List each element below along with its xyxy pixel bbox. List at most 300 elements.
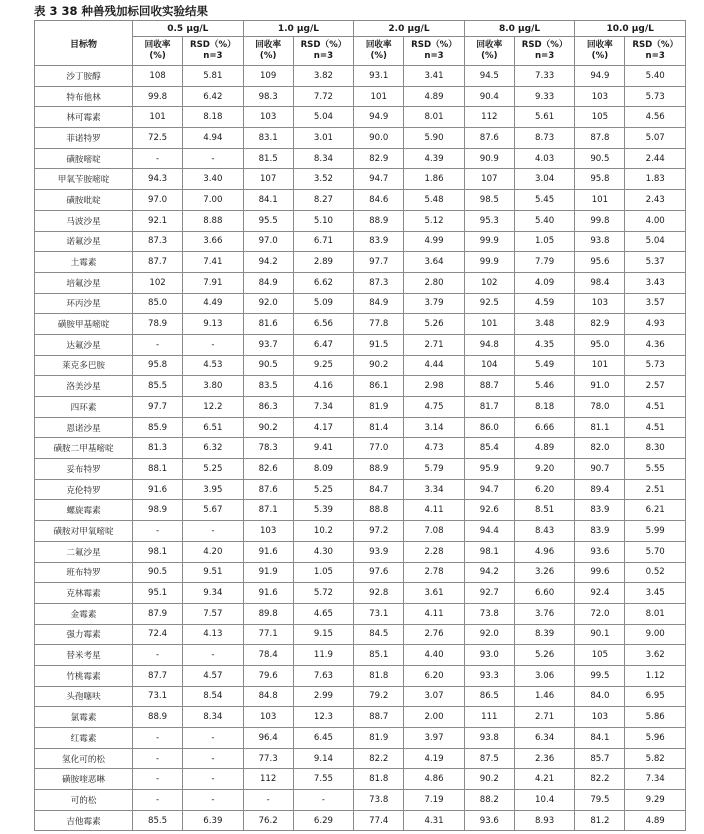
recovery-cell: 105	[575, 107, 625, 128]
rsd-cell: 4.73	[404, 438, 465, 459]
rsd-cell: 5.99	[625, 521, 686, 542]
rsd-cell: 2.78	[404, 562, 465, 583]
rsd-cell: 1.12	[625, 665, 686, 686]
rsd-cell: 2.36	[514, 748, 575, 769]
recovery-cell: 99.8	[575, 210, 625, 231]
table-row	[35, 252, 686, 273]
rsd-cell: 3.01	[293, 128, 354, 149]
rsd-cell: -	[183, 748, 244, 769]
rsd-cell: 8.88	[183, 210, 244, 231]
analyte-name-cell: 磺胺二甲基嘧啶	[35, 438, 133, 459]
recovery-cell: 103	[575, 707, 625, 728]
rsd-header: RSD（%） n=3	[625, 37, 686, 66]
rsd-cell: 4.35	[514, 334, 575, 355]
rsd-cell: 6.29	[293, 810, 354, 831]
recovery-cell: 76.2	[243, 810, 293, 831]
rsd-header: RSD（%） n=3	[514, 37, 575, 66]
rsd-cell: 3.45	[625, 583, 686, 604]
recovery-cell: 87.8	[575, 128, 625, 149]
rsd-cell: 3.97	[404, 728, 465, 749]
recovery-cell: 72.5	[133, 128, 183, 149]
recovery-cell: 92.5	[464, 293, 514, 314]
recovery-cell: 73.8	[464, 603, 514, 624]
recovery-cell: 90.5	[243, 355, 293, 376]
analyte-name-cell: 培氟沙星	[35, 272, 133, 293]
rsd-cell: 3.40	[183, 169, 244, 190]
recovery-cell: 94.2	[464, 562, 514, 583]
rsd-cell: 2.44	[625, 148, 686, 169]
rsd-cell: 4.65	[293, 603, 354, 624]
recovery-cell: 91.6	[243, 541, 293, 562]
rsd-cell: 4.75	[404, 397, 465, 418]
rsd-cell: 1.83	[625, 169, 686, 190]
rsd-cell: 4.86	[404, 769, 465, 790]
recovery-cell: 109	[243, 66, 293, 87]
rsd-cell: 5.90	[404, 128, 465, 149]
rsd-cell: 2.98	[404, 376, 465, 397]
level-header: 8.0 μg/L	[464, 21, 575, 37]
rsd-cell: 7.72	[293, 86, 354, 107]
table-row	[35, 293, 686, 314]
recovery-cell: 92.0	[464, 624, 514, 645]
rsd-cell: 5.86	[625, 707, 686, 728]
rsd-cell: 2.80	[404, 272, 465, 293]
table-row	[35, 397, 686, 418]
recovery-cell: 92.4	[575, 583, 625, 604]
recovery-cell: 82.6	[243, 459, 293, 480]
rsd-cell: -	[183, 645, 244, 666]
recovery-header: 回收率 (%)	[133, 37, 183, 66]
recovery-cell: -	[133, 645, 183, 666]
rsd-cell: 6.66	[514, 417, 575, 438]
recovery-cell: 112	[243, 769, 293, 790]
analyte-name-cell: 诺氟沙星	[35, 231, 133, 252]
rsd-cell: 8.01	[625, 603, 686, 624]
rsd-cell: 5.40	[514, 210, 575, 231]
recovery-cell: 84.1	[243, 190, 293, 211]
level-header: 2.0 μg/L	[354, 21, 465, 37]
recovery-cell: 90.4	[464, 86, 514, 107]
rsd-cell: 4.00	[625, 210, 686, 231]
recovery-cell: -	[133, 521, 183, 542]
rsd-cell: -	[183, 334, 244, 355]
recovery-cell: 79.5	[575, 790, 625, 811]
rsd-cell: 3.52	[293, 169, 354, 190]
recovery-cell: 81.1	[575, 417, 625, 438]
rsd-cell: 3.80	[183, 376, 244, 397]
recovery-cell: 103	[575, 293, 625, 314]
recovery-cell: 95.8	[575, 169, 625, 190]
recovery-cell: 101	[133, 107, 183, 128]
recovery-cell: 101	[575, 190, 625, 211]
analyte-name-cell: 沙丁胺醇	[35, 66, 133, 87]
recovery-cell: 103	[243, 707, 293, 728]
rsd-cell: 5.39	[293, 500, 354, 521]
rsd-cell: 4.94	[183, 128, 244, 149]
rsd-cell: 1.05	[514, 231, 575, 252]
rsd-cell: 9.14	[293, 748, 354, 769]
rsd-cell: 7.55	[293, 769, 354, 790]
recovery-cell: 82.9	[354, 148, 404, 169]
recovery-cell: 92.1	[133, 210, 183, 231]
recovery-cell: 94.8	[464, 334, 514, 355]
recovery-cell: 89.4	[575, 479, 625, 500]
recovery-cell: -	[133, 728, 183, 749]
table-row	[35, 66, 686, 87]
analyte-name-cell: 竹桃霉素	[35, 665, 133, 686]
recovery-cell: -	[133, 334, 183, 355]
analyte-name-cell: 头孢噻呋	[35, 686, 133, 707]
recovery-cell: 84.6	[354, 190, 404, 211]
recovery-cell: 90.2	[354, 355, 404, 376]
analyte-name-cell: 班布特罗	[35, 562, 133, 583]
recovery-cell: 85.1	[354, 645, 404, 666]
rsd-cell: 4.59	[514, 293, 575, 314]
header-row-levels	[35, 21, 686, 37]
recovery-cell: 93.6	[464, 810, 514, 831]
recovery-cell: 95.6	[575, 252, 625, 273]
rsd-cell: 2.57	[625, 376, 686, 397]
recovery-cell: 103	[243, 521, 293, 542]
recovery-cell: 88.7	[354, 707, 404, 728]
recovery-cell: 98.9	[133, 500, 183, 521]
recovery-cell: -	[133, 769, 183, 790]
rsd-cell: 6.34	[514, 728, 575, 749]
table-caption: 表 3 38 种兽残加标回收实验结果	[34, 4, 209, 18]
recovery-cell: 87.7	[133, 665, 183, 686]
analyte-name-cell: 二氟沙星	[35, 541, 133, 562]
rsd-cell: 7.00	[183, 190, 244, 211]
recovery-cell: 107	[464, 169, 514, 190]
analyte-name-cell: 吉他霉素	[35, 810, 133, 831]
recovery-cell: 89.8	[243, 603, 293, 624]
recovery-cell: 97.0	[133, 190, 183, 211]
analyte-name-cell: 强力霉素	[35, 624, 133, 645]
analyte-name-cell: 克林霉素	[35, 583, 133, 604]
recovery-cell: 111	[464, 707, 514, 728]
rsd-cell: 9.29	[625, 790, 686, 811]
recovery-cell: 97.2	[354, 521, 404, 542]
rsd-cell: 7.34	[293, 397, 354, 418]
rsd-cell: 4.19	[404, 748, 465, 769]
recovery-cell: 83.5	[243, 376, 293, 397]
rsd-cell: 8.18	[514, 397, 575, 418]
rsd-cell: 10.2	[293, 521, 354, 542]
rsd-cell: 8.93	[514, 810, 575, 831]
recovery-cell: 94.7	[464, 479, 514, 500]
rsd-cell: 3.57	[625, 293, 686, 314]
table-row	[35, 417, 686, 438]
level-header: 1.0 μg/L	[243, 21, 354, 37]
analyte-name-cell: 磺胺对甲氧嘧啶	[35, 521, 133, 542]
recovery-header: 回收率 (%)	[354, 37, 404, 66]
recovery-cell: 98.1	[133, 541, 183, 562]
rsd-header: RSD（%） n=3	[183, 37, 244, 66]
analyte-name-cell: 红霉素	[35, 728, 133, 749]
recovery-cell: 92.8	[354, 583, 404, 604]
rsd-cell: 4.51	[625, 397, 686, 418]
table-row	[35, 769, 686, 790]
rsd-cell: 5.25	[293, 479, 354, 500]
rsd-cell: -	[183, 148, 244, 169]
table-row	[35, 521, 686, 542]
recovery-cell: 82.2	[354, 748, 404, 769]
table-row	[35, 810, 686, 831]
analyte-name-cell: 氯霉素	[35, 707, 133, 728]
recovery-cell: 84.9	[243, 272, 293, 293]
recovery-cell: 90.1	[575, 624, 625, 645]
rsd-cell: 4.93	[625, 314, 686, 335]
analyte-header: 目标物	[35, 21, 133, 66]
rsd-cell: 10.4	[514, 790, 575, 811]
recovery-cell: 79.6	[243, 665, 293, 686]
recovery-cell: 84.8	[243, 686, 293, 707]
rsd-cell: 5.26	[404, 314, 465, 335]
rsd-cell: 6.95	[625, 686, 686, 707]
recovery-cell: 87.7	[133, 252, 183, 273]
rsd-cell: 9.51	[183, 562, 244, 583]
rsd-cell: 4.89	[404, 86, 465, 107]
recovery-cell: 95.9	[464, 459, 514, 480]
analyte-name-cell: 恩诺沙星	[35, 417, 133, 438]
recovery-cell: 87.3	[133, 231, 183, 252]
rsd-cell: 8.73	[514, 128, 575, 149]
recovery-cell: 94.3	[133, 169, 183, 190]
rsd-cell: 2.28	[404, 541, 465, 562]
recovery-results-table	[34, 20, 686, 831]
recovery-cell: 93.8	[575, 231, 625, 252]
recovery-cell: 77.1	[243, 624, 293, 645]
rsd-cell: 9.13	[183, 314, 244, 335]
recovery-cell: 93.1	[354, 66, 404, 87]
rsd-cell: 5.61	[514, 107, 575, 128]
recovery-cell: 82.9	[575, 314, 625, 335]
recovery-cell: 102	[464, 272, 514, 293]
recovery-cell: 84.1	[575, 728, 625, 749]
recovery-cell: 90.9	[464, 148, 514, 169]
rsd-cell: 6.20	[514, 479, 575, 500]
table-row	[35, 541, 686, 562]
rsd-header: RSD（%） n=3	[404, 37, 465, 66]
rsd-cell: 6.21	[625, 500, 686, 521]
rsd-cell: 5.37	[625, 252, 686, 273]
recovery-cell: 84.0	[575, 686, 625, 707]
rsd-cell: 6.51	[183, 417, 244, 438]
recovery-cell: 72.0	[575, 603, 625, 624]
rsd-cell: 5.48	[404, 190, 465, 211]
rsd-cell: 4.36	[625, 334, 686, 355]
table-row	[35, 624, 686, 645]
recovery-cell: 98.1	[464, 541, 514, 562]
table-row	[35, 355, 686, 376]
recovery-cell: 95.3	[464, 210, 514, 231]
table-row	[35, 334, 686, 355]
rsd-cell: 7.34	[625, 769, 686, 790]
rsd-cell: 6.56	[293, 314, 354, 335]
recovery-cell: 94.5	[464, 66, 514, 87]
recovery-cell: 95.5	[243, 210, 293, 231]
analyte-name-cell: 妥布特罗	[35, 459, 133, 480]
table-row	[35, 603, 686, 624]
rsd-cell: 5.40	[625, 66, 686, 87]
recovery-cell: 85.5	[133, 810, 183, 831]
recovery-cell: 77.4	[354, 810, 404, 831]
analyte-name-cell: 甲氧苄胺嘧啶	[35, 169, 133, 190]
rsd-cell: 4.44	[404, 355, 465, 376]
analyte-name-cell: 螺旋霉素	[35, 500, 133, 521]
rsd-cell: 3.07	[404, 686, 465, 707]
recovery-cell: 93.7	[243, 334, 293, 355]
rsd-cell: 4.20	[183, 541, 244, 562]
recovery-cell: 81.3	[133, 438, 183, 459]
rsd-cell: 7.79	[514, 252, 575, 273]
recovery-cell: 78.0	[575, 397, 625, 418]
recovery-cell: 83.1	[243, 128, 293, 149]
rsd-cell: 2.00	[404, 707, 465, 728]
rsd-header: RSD（%） n=3	[293, 37, 354, 66]
recovery-cell: 78.4	[243, 645, 293, 666]
rsd-cell: 7.63	[293, 665, 354, 686]
recovery-cell: 93.0	[464, 645, 514, 666]
table-row	[35, 645, 686, 666]
recovery-cell: 86.5	[464, 686, 514, 707]
table-row	[35, 562, 686, 583]
recovery-cell: 85.5	[133, 376, 183, 397]
rsd-cell: 3.76	[514, 603, 575, 624]
rsd-cell: 3.62	[625, 645, 686, 666]
rsd-cell: 3.06	[514, 665, 575, 686]
table-row	[35, 686, 686, 707]
recovery-cell: 95.1	[133, 583, 183, 604]
recovery-cell: 81.6	[243, 314, 293, 335]
recovery-cell: 108	[133, 66, 183, 87]
rsd-cell: 5.81	[183, 66, 244, 87]
rsd-cell: 3.66	[183, 231, 244, 252]
recovery-cell: 87.1	[243, 500, 293, 521]
rsd-cell: 6.20	[404, 665, 465, 686]
table-row	[35, 728, 686, 749]
recovery-cell: 88.9	[133, 707, 183, 728]
rsd-cell: 4.57	[183, 665, 244, 686]
recovery-cell: 103	[243, 107, 293, 128]
recovery-cell: 88.9	[354, 210, 404, 231]
recovery-cell: 112	[464, 107, 514, 128]
table-row	[35, 210, 686, 231]
recovery-cell: 91.6	[133, 479, 183, 500]
rsd-cell: 7.33	[514, 66, 575, 87]
analyte-name-cell: 克伦特罗	[35, 479, 133, 500]
rsd-cell: 1.05	[293, 562, 354, 583]
rsd-cell: 6.47	[293, 334, 354, 355]
recovery-cell: 87.9	[133, 603, 183, 624]
rsd-cell: 9.34	[183, 583, 244, 604]
rsd-cell: 5.10	[293, 210, 354, 231]
recovery-cell: 94.9	[354, 107, 404, 128]
recovery-cell: 85.0	[133, 293, 183, 314]
rsd-cell: 7.91	[183, 272, 244, 293]
rsd-cell: 2.89	[293, 252, 354, 273]
recovery-cell: 102	[133, 272, 183, 293]
recovery-cell: 87.5	[464, 748, 514, 769]
recovery-cell: 84.7	[354, 479, 404, 500]
rsd-cell: 6.62	[293, 272, 354, 293]
rsd-cell: -	[183, 728, 244, 749]
rsd-cell: 5.70	[625, 541, 686, 562]
analyte-name-cell: 磺胺喹恶啉	[35, 769, 133, 790]
analyte-name-cell: 土霉素	[35, 252, 133, 273]
analyte-name-cell: 氢化可的松	[35, 748, 133, 769]
recovery-cell: 93.8	[464, 728, 514, 749]
recovery-cell: 82.2	[575, 769, 625, 790]
recovery-cell: 107	[243, 169, 293, 190]
recovery-cell: 93.3	[464, 665, 514, 686]
recovery-cell: 91.6	[243, 583, 293, 604]
analyte-name-cell: 四环素	[35, 397, 133, 418]
recovery-cell: 82.0	[575, 438, 625, 459]
rsd-cell: 2.99	[293, 686, 354, 707]
table-row	[35, 314, 686, 335]
recovery-header: 回收率 (%)	[464, 37, 514, 66]
rsd-cell: 8.18	[183, 107, 244, 128]
table-row	[35, 128, 686, 149]
recovery-cell: 73.1	[133, 686, 183, 707]
rsd-cell: 8.34	[293, 148, 354, 169]
recovery-cell: 105	[575, 645, 625, 666]
recovery-cell: 81.9	[354, 728, 404, 749]
recovery-cell: 81.4	[354, 417, 404, 438]
rsd-cell: -	[293, 790, 354, 811]
recovery-cell: 98.3	[243, 86, 293, 107]
table-row	[35, 169, 686, 190]
recovery-cell: 81.7	[464, 397, 514, 418]
rsd-cell: 5.55	[625, 459, 686, 480]
recovery-cell: 72.4	[133, 624, 183, 645]
recovery-cell: 81.5	[243, 148, 293, 169]
recovery-cell: 86.3	[243, 397, 293, 418]
rsd-cell: 4.31	[404, 810, 465, 831]
analyte-name-cell: 莱克多巴胺	[35, 355, 133, 376]
rsd-cell: 6.60	[514, 583, 575, 604]
recovery-cell: 83.9	[575, 521, 625, 542]
rsd-cell: 4.99	[404, 231, 465, 252]
recovery-cell: 94.4	[464, 521, 514, 542]
recovery-cell: 91.5	[354, 334, 404, 355]
recovery-cell: 81.8	[354, 769, 404, 790]
recovery-header: 回收率 (%)	[575, 37, 625, 66]
analyte-name-cell: 林可霉素	[35, 107, 133, 128]
rsd-cell: 11.9	[293, 645, 354, 666]
recovery-cell: 84.9	[354, 293, 404, 314]
recovery-cell: 97.7	[133, 397, 183, 418]
rsd-cell: 8.51	[514, 500, 575, 521]
table-row	[35, 376, 686, 397]
analyte-name-cell: 环丙沙星	[35, 293, 133, 314]
table-row	[35, 707, 686, 728]
recovery-cell: 81.8	[354, 665, 404, 686]
analyte-name-cell: 菲诺特罗	[35, 128, 133, 149]
table-row	[35, 479, 686, 500]
rsd-cell: 9.15	[293, 624, 354, 645]
recovery-cell: 90.2	[464, 769, 514, 790]
rsd-cell: 5.25	[183, 459, 244, 480]
rsd-cell: -	[183, 521, 244, 542]
rsd-cell: 4.16	[293, 376, 354, 397]
rsd-cell: 5.45	[514, 190, 575, 211]
rsd-cell: 4.89	[625, 810, 686, 831]
header-row-metrics	[35, 37, 686, 66]
recovery-cell: 96.4	[243, 728, 293, 749]
recovery-cell: 87.6	[243, 479, 293, 500]
